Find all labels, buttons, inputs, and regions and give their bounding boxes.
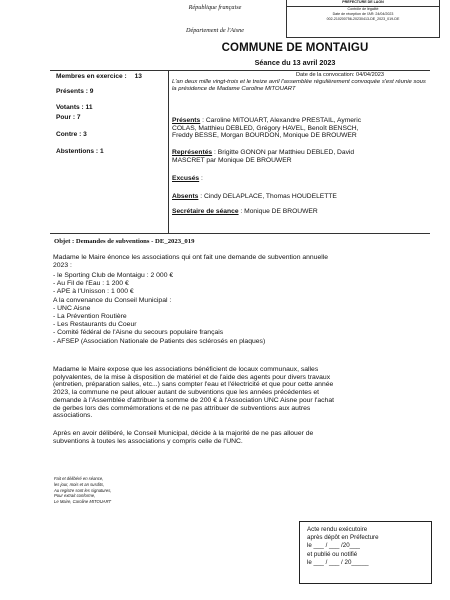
absents-label: Absents: [172, 193, 199, 200]
list-item: - Les Restaurants du Coeur: [53, 321, 137, 329]
presents-label: Présents: [172, 117, 201, 124]
members-row: [56, 73, 142, 81]
stamp-line: Date de réception de l'AR: 24/04/2023: [332, 12, 394, 17]
box-line: Acte rendu exécutoire: [307, 526, 368, 533]
para3-line: subventions à toutes les associations y compris celle de l'UNC.: [53, 437, 243, 445]
associations-list: [53, 272, 265, 346]
contre-count: Contre : 3: [56, 131, 87, 138]
excuses-text: :: [199, 175, 203, 182]
presents-block: [172, 117, 432, 140]
box-line: et publié ou notifié: [307, 550, 358, 558]
republic-label: République française: [188, 4, 242, 11]
list-item: - La Prévention Routière: [53, 313, 127, 321]
representes-label: Représentés: [172, 149, 213, 156]
executory-box: [299, 521, 432, 584]
list-item: - UNC Aisne: [53, 304, 91, 312]
para2-line: de gerbes lors des commémorations et de ne pas attribuer de subventions aux autres: [53, 404, 311, 412]
objet-title: Objet : Demandes de subventions - DE_2023_019: [54, 238, 195, 245]
signature-line: les jour, mois et an susdits,: [54, 481, 105, 487]
members-label: Membres en exercice :: [56, 73, 127, 80]
signature-block: [54, 476, 112, 505]
members-value: 13: [134, 73, 142, 80]
stamp-header: PRÉFECTURE DE LAON: [287, 0, 439, 7]
excuses-block: [172, 175, 203, 183]
objet-divider: [50, 233, 430, 234]
paragraph-decision: [53, 430, 431, 445]
list-item: - Comité fédéral de l'Aisne du secours populaire français: [53, 329, 224, 337]
secretaire-block: [172, 208, 318, 216]
list-item: - AFSEP (Association Nationale de Patients des sclérosés en plaques): [53, 337, 266, 345]
presents-line2: COLAS, Matthieu DEBLED, Grégory HAVEL, Benoît BENSCH,: [172, 124, 359, 132]
column-divider: [168, 71, 169, 233]
box-line: après dépôt en Préfecture: [307, 534, 379, 542]
secretaire-label: Secrétaire de séance: [172, 208, 239, 215]
list-item: - le Sporting Club de Montaigu : 2 000 €: [53, 272, 174, 279]
present-count: Présents : 9: [56, 88, 94, 95]
representes-line2: MASCRET par Monique DE BROUWER: [172, 156, 292, 164]
representes-line1: : Brigitte GONON par Matthieu DEBLED, David: [212, 149, 355, 156]
stamp-line: 002-210200756-20230413-DE_2023_019-DE: [326, 17, 400, 22]
list-item: - APE à l'Unisson : 1 000 €: [53, 288, 134, 296]
para3-line: Après en avoir délibéré, le Conseil Municipal, décide à la majorité de ne pas allouer de: [53, 430, 314, 437]
para2-line: 2023, la commune ne peut allouer autant de subventions que les années précédentes et: [53, 389, 320, 397]
presents-line1: : Caroline MITOUART, Alexandre PRESTAIL, Aymeric: [200, 117, 362, 124]
department-label: Département de l'Aisne: [185, 27, 245, 34]
list-item: - Au Fil de l'Eau : 1 200 €: [53, 280, 129, 288]
para2-line: polyvalentes, de la mise à disposition de matériel et de l'aide des agents pour divers travaux: [53, 373, 331, 381]
votants-count: Votants : 11: [56, 104, 93, 111]
intro-text: L'an deux mille vingt-trois et le treize avril l'assemblée régulièrement convoquée s'est réunie sous la présidence de Madame Caroline MITOUART: [172, 79, 426, 93]
convocation-date: Date de la convocation: 04/04/2023: [296, 72, 385, 78]
para2-line: demande à l'Assemblée d'attribuer la somme de 200 € à l'Association UNC Aisne pour l'achat: [53, 396, 334, 404]
presents-line3: Freddy BESSE, Morgan BOURDON, Monique DE BROUWER: [172, 132, 357, 140]
para1-line: Madame le Maire énonce les associations qui ont fait une demande de subvention annuelle: [53, 254, 329, 261]
para2-line: (entretien, préparation salles, etc...) sans compter l'eau et l'électricité et que pour cette année: [53, 381, 334, 389]
document-title: COMMUNE DE MONTAIGU: [221, 42, 369, 54]
signature-line: Le Maire, Caroline MITOUART: [54, 499, 112, 505]
excuses-label: Excusés: [172, 175, 200, 182]
signature-line: Fait et délibéré en séance,: [54, 476, 104, 481]
abstentions-count: Abstentions : 1: [56, 148, 104, 155]
absents-block: [172, 193, 337, 201]
paragraph-intro: [53, 254, 431, 269]
box-line: le ___ / ___ / 20_____: [307, 558, 369, 566]
list-item: A la convenance du Conseil Municipal :: [53, 296, 172, 304]
box-line: le ___ / ___ /20___: [307, 542, 360, 550]
prefecture-stamp: [286, 0, 440, 38]
para2-line: Madame le Maire expose que les associations bénéficient de locaux communaux, salles: [53, 366, 319, 373]
stamp-line: Contrôle de légalité: [347, 7, 379, 11]
para2-line: associations.: [53, 412, 93, 420]
pour-count: Pour : 7: [56, 114, 81, 121]
session-date: Séance du 13 avril 2023: [254, 58, 336, 67]
absents-text: : Cindy DELAPLACE, Thomas HOUDELETTE: [198, 193, 337, 200]
representes-block: [172, 149, 432, 164]
paragraph-exposé: [53, 366, 431, 420]
signature-line: Au registre sont les signatures,: [54, 487, 112, 493]
header-divider: [50, 70, 430, 71]
signature-line: Pour extrait conforme,: [54, 493, 96, 499]
secretaire-text: : Monique DE BROUWER: [238, 208, 318, 215]
para1-line: 2023 :: [53, 261, 72, 269]
